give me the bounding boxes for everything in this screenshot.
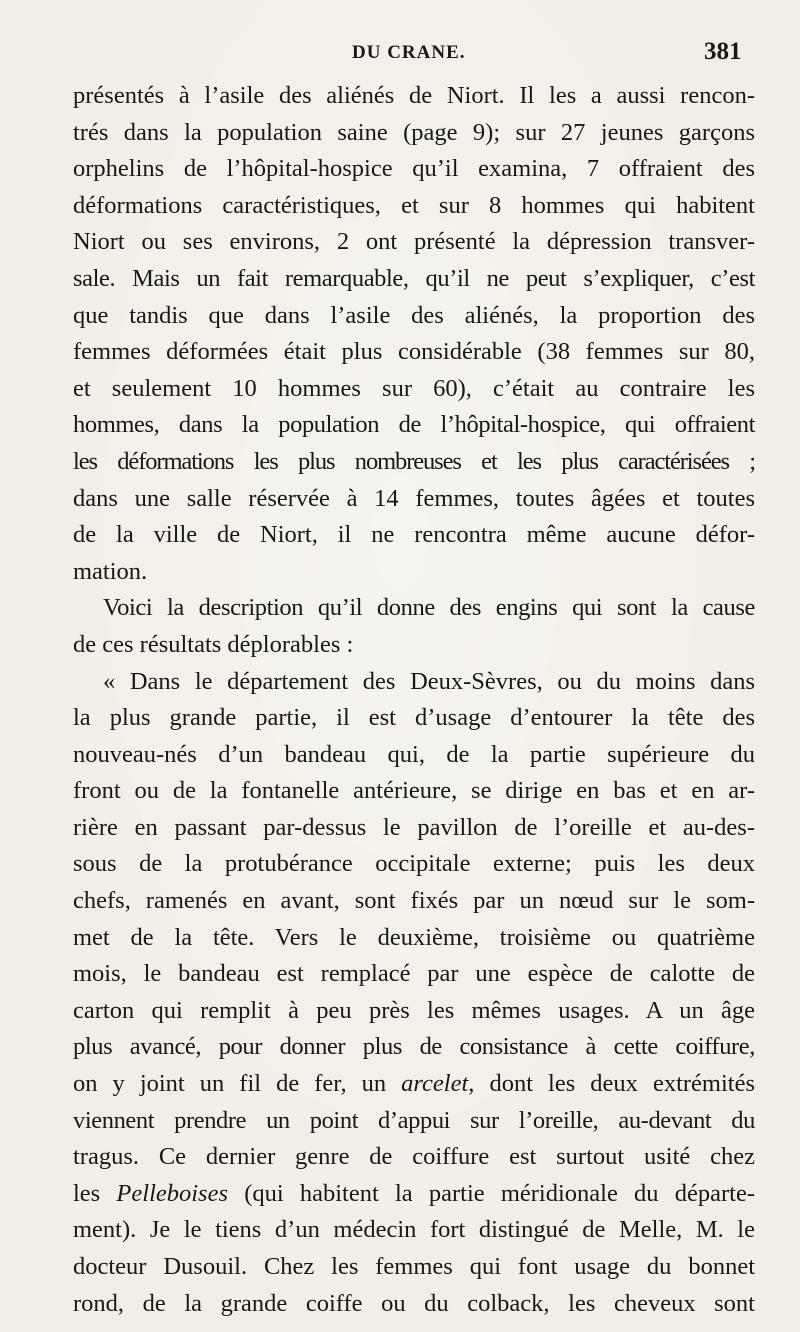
text-line: présentés à l’asile des aliénés de Niort. Il les a aussi rencon-: [73, 82, 755, 109]
running-head: DU CRANE.: [352, 42, 466, 63]
text-fragment: (qui habitent la partie méridionale du départe-: [228, 1179, 756, 1207]
text-line: front ou de la fontanelle antérieure, se dirige en bas et en ar-: [73, 777, 755, 805]
text-line: rond, de la grande coiffe ou du colback, les cheveux sont: [73, 1289, 755, 1317]
italic-term: Pelleboises: [116, 1179, 228, 1207]
text-fragment: , dont les deux extrémités: [468, 1070, 755, 1098]
text-line: rière en passant par-dessus le pavillon de l’oreille et au-des-: [73, 813, 755, 841]
text-line: mois, le bandeau est remplacé par une espèce de calotte de: [73, 960, 755, 988]
text-line: [73, 1066, 755, 1103]
text-line: ment). Je le tiens d’un médecin fort distingué de Melle, M. le: [73, 1216, 755, 1244]
text-line: hommes, dans la population de l’hôpital-hospice, qui offraient: [73, 411, 755, 439]
text-line: déformations caractéristiques, et sur 8 hommes qui habitent: [73, 191, 755, 219]
text-line: chefs, ramenés en avant, sont fixés par un nœud sur le som-: [73, 887, 755, 915]
text-line: de la ville de Niort, il ne rencontra même aucune défor-: [73, 521, 755, 549]
italic-term: arcelet: [401, 1070, 469, 1098]
text-line: la plus grande partie, il est d’usage d’entourer la tête des: [73, 704, 755, 732]
text-line: docteur Dusouil. Chez les femmes qui font usage du bonnet: [73, 1253, 755, 1280]
text-line: nouveau-nés d’un bandeau qui, de la partie supérieure du: [73, 740, 755, 768]
text-line: que tandis que dans l’asile des aliénés, la proportion des: [73, 301, 755, 329]
page-number: 381: [704, 38, 742, 65]
page-header: [0, 38, 800, 74]
text-line: sous de la protubérance occipitale externe; puis les deux: [73, 850, 755, 878]
text-line: sale. Mais un fait remarquable, qu’il ne peut s’expliquer, c’est: [73, 264, 755, 292]
text-line: dans une salle réservée à 14 femmes, toutes âgées et toutes: [73, 484, 755, 512]
text-line: trés dans la population saine (page 9); sur 27 jeunes garçons: [73, 118, 755, 146]
text-line: femmes déformées était plus considérable (38 femmes sur 80,: [73, 338, 755, 366]
text-line: [73, 1176, 755, 1213]
text-line: les déformations les plus nombreuses et les plus caractérisées ;: [73, 447, 755, 475]
quote-first-line: « Dans le département des Deux-Sèvres, ou du moins dans: [103, 667, 755, 695]
text-line: viennent prendre un point d’appui sur l’oreille, au-devant du: [73, 1106, 755, 1134]
text-line: de ces résultats déplorables :: [73, 630, 354, 658]
paragraph-first-line: Voici la description qu’il donne des engins qui sont la cause: [103, 594, 755, 622]
text-line: orphelins de l’hôpital-hospice qu’il examina, 7 offraient des: [73, 155, 755, 183]
text-line: met de la tête. Vers le deuxième, troisième ou quatrième: [73, 923, 755, 951]
text-line: carton qui remplit à peu près les mêmes usages. A un âge: [73, 996, 755, 1024]
body-text: [73, 78, 755, 1322]
text-line: et seulement 10 hommes sur 60), c’était au contraire les: [73, 374, 755, 402]
text-line: Niort ou ses environs, 2 ont présenté la dépression transver-: [73, 228, 755, 256]
text-line: mation.: [73, 557, 148, 585]
text-line: tragus. Ce dernier genre de coiffure est surtout usité chez: [73, 1143, 755, 1171]
text-line: plus avancé, pour donner plus de consistance à cette coiffure,: [73, 1033, 755, 1061]
text-fragment: on y joint un fil de fer, un: [73, 1070, 402, 1098]
text-fragment: les: [73, 1179, 117, 1207]
